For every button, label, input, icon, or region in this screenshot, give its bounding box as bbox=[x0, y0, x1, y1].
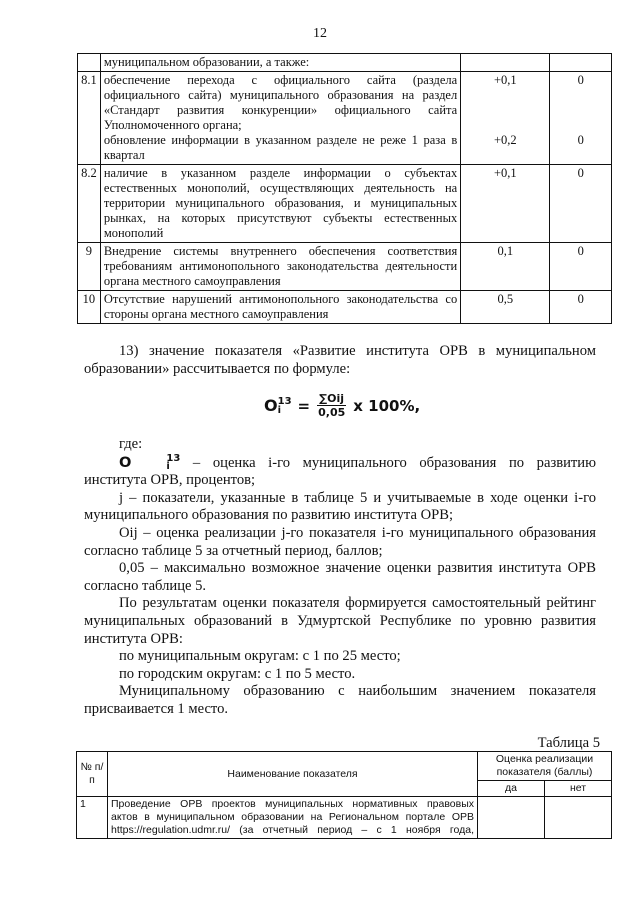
row-number: 9 bbox=[78, 243, 101, 291]
municipal-districts: по муниципальным округам: с 1 по 25 место; bbox=[119, 648, 401, 665]
formula-denominator: 0,05 bbox=[318, 406, 346, 419]
row-description bbox=[100, 72, 460, 165]
table-caption: Таблица 5 bbox=[537, 735, 600, 751]
formula bbox=[264, 392, 420, 419]
score-no bbox=[545, 797, 612, 839]
formula-numerator: ∑Oij bbox=[319, 392, 345, 405]
text-line: Отсутствие нарушений антимонопольного законодательства со bbox=[103, 292, 458, 306]
score-no: 0 bbox=[550, 165, 612, 243]
header-num: № п/п bbox=[77, 752, 108, 797]
text-line: Проведение ОРВ проектов муниципальных нормативных правовых bbox=[111, 798, 474, 810]
text-line: органа местного самоуправления bbox=[103, 274, 281, 288]
table-cell bbox=[78, 54, 101, 72]
definitions bbox=[84, 436, 596, 719]
score-value: +0,1 bbox=[493, 73, 517, 87]
formula-sub: i bbox=[277, 404, 282, 416]
score-yes: +0,1 bbox=[461, 165, 550, 243]
definition-2: j – показатели, указанные в таблице 5 и учитываемые в ходе оценки i-го муниципального образования по развитию института ОРВ; bbox=[84, 489, 596, 524]
text-line: естественных монополий, осуществляющих деятельность на bbox=[103, 181, 458, 195]
definition-text: – оценка i-го муниципального образования по развитию института ОРВ, процентов; bbox=[84, 454, 596, 489]
text-line: рынках, на которых присутствуют субъекты естественных bbox=[103, 211, 458, 225]
spacer bbox=[553, 88, 608, 133]
header-name: Наименование показателя bbox=[108, 752, 478, 797]
text-line: обеспечение перехода с официального сайта (раздела bbox=[103, 73, 458, 87]
text-line: Уполномоченного органа; bbox=[103, 118, 242, 132]
header-yes: да bbox=[478, 781, 545, 797]
row-number: 8.1 bbox=[78, 72, 101, 165]
score-yes: 0,1 bbox=[461, 243, 550, 291]
score-yes: 0,5 bbox=[461, 291, 550, 324]
definition-4: 0,05 – максимально возможное значение оценки развития института ОРВ согласно таблице 5. bbox=[84, 560, 596, 594]
page-number: 12 bbox=[313, 26, 327, 41]
table-header-row bbox=[77, 752, 612, 781]
text-line: монополий bbox=[103, 226, 164, 240]
row-description bbox=[100, 165, 460, 243]
row-number: 8.2 bbox=[78, 165, 101, 243]
spacer bbox=[464, 88, 546, 133]
definition-1 bbox=[84, 454, 596, 490]
table-row bbox=[78, 54, 612, 72]
text-line: стороны органа местного самоуправления bbox=[103, 307, 329, 321]
definition-3: Oij – оценка реализации j-го показателя i-го муниципального образования согласно таблице 5 за отчетный период, баллов; bbox=[84, 524, 596, 559]
formula-tail: x 100%, bbox=[353, 396, 421, 415]
formula-equals: = bbox=[297, 396, 311, 415]
formula-symbol: O bbox=[264, 396, 278, 415]
text-line: актов в муниципальном образовании на Региональном портале ОРВ bbox=[111, 811, 474, 823]
orv-table bbox=[76, 751, 612, 839]
row-description bbox=[108, 797, 478, 839]
row-number: 10 bbox=[78, 291, 101, 324]
score-no bbox=[550, 72, 612, 165]
table-cell bbox=[461, 54, 550, 72]
table-row bbox=[78, 243, 612, 291]
row-description bbox=[100, 291, 460, 324]
row-description bbox=[100, 243, 460, 291]
formula-fraction bbox=[316, 392, 347, 419]
row-number: 1 bbox=[77, 797, 108, 839]
paragraph: 13) значение показателя «Развитие института ОРВ в муниципальном образовании» рассчитывается по формуле: bbox=[84, 343, 596, 377]
paragraph-13 bbox=[84, 343, 596, 378]
highest-paragraph: Муниципальному образованию с наибольшим значением показателя присваивается 1 место. bbox=[84, 683, 596, 717]
table-row bbox=[77, 797, 612, 839]
text-line: требованиям антимонопольного законодательства деятельности bbox=[103, 259, 458, 273]
table-row bbox=[78, 72, 612, 165]
text-line: «Стандарт развития конкуренции» официального сайта bbox=[103, 103, 458, 117]
formula-sup: 13 bbox=[277, 395, 292, 407]
text-line: территории муниципального образования, и муниципальных bbox=[103, 196, 458, 210]
score-value: 0 bbox=[577, 73, 584, 87]
text-line: https://regulation.udmr.ru/ (за отчетный период – с 1 ноября года, bbox=[111, 824, 474, 836]
text-line: квартал bbox=[103, 148, 145, 162]
text-line: официального сайта) муниципального образования на раздел bbox=[103, 88, 458, 102]
formula-symbol: O 13 i bbox=[119, 452, 181, 472]
score-no: 0 bbox=[550, 291, 612, 324]
table-row bbox=[78, 165, 612, 243]
score-yes bbox=[478, 797, 545, 839]
rating-paragraph: По результатам оценки показателя формируется самостоятельный рейтинг муниципальных образований в Удмуртской Республике по уровню развития института ОРВ: bbox=[84, 595, 596, 647]
table-cell: муниципальном образовании, а также: bbox=[100, 54, 460, 72]
table-row bbox=[78, 291, 612, 324]
table-cell bbox=[550, 54, 612, 72]
criteria-table bbox=[77, 53, 612, 324]
score-no: 0 bbox=[550, 243, 612, 291]
header-score: Оценка реализации показателя (баллы) bbox=[478, 752, 612, 781]
city-districts: по городским округам: с 1 по 5 место. bbox=[119, 665, 356, 682]
text-line: обновление информации в указанном разделе не реже 1 раза в bbox=[103, 133, 458, 147]
header-no: нет bbox=[545, 781, 612, 797]
text-line: Внедрение системы внутреннего обеспечения соответствия bbox=[103, 244, 458, 258]
score-value: +0,2 bbox=[493, 133, 517, 147]
score-value: 0 bbox=[577, 133, 584, 147]
where-label: где: bbox=[119, 436, 143, 452]
score-yes bbox=[461, 72, 550, 165]
text-line: наличие в указанном разделе информации о субъектах bbox=[103, 166, 458, 180]
